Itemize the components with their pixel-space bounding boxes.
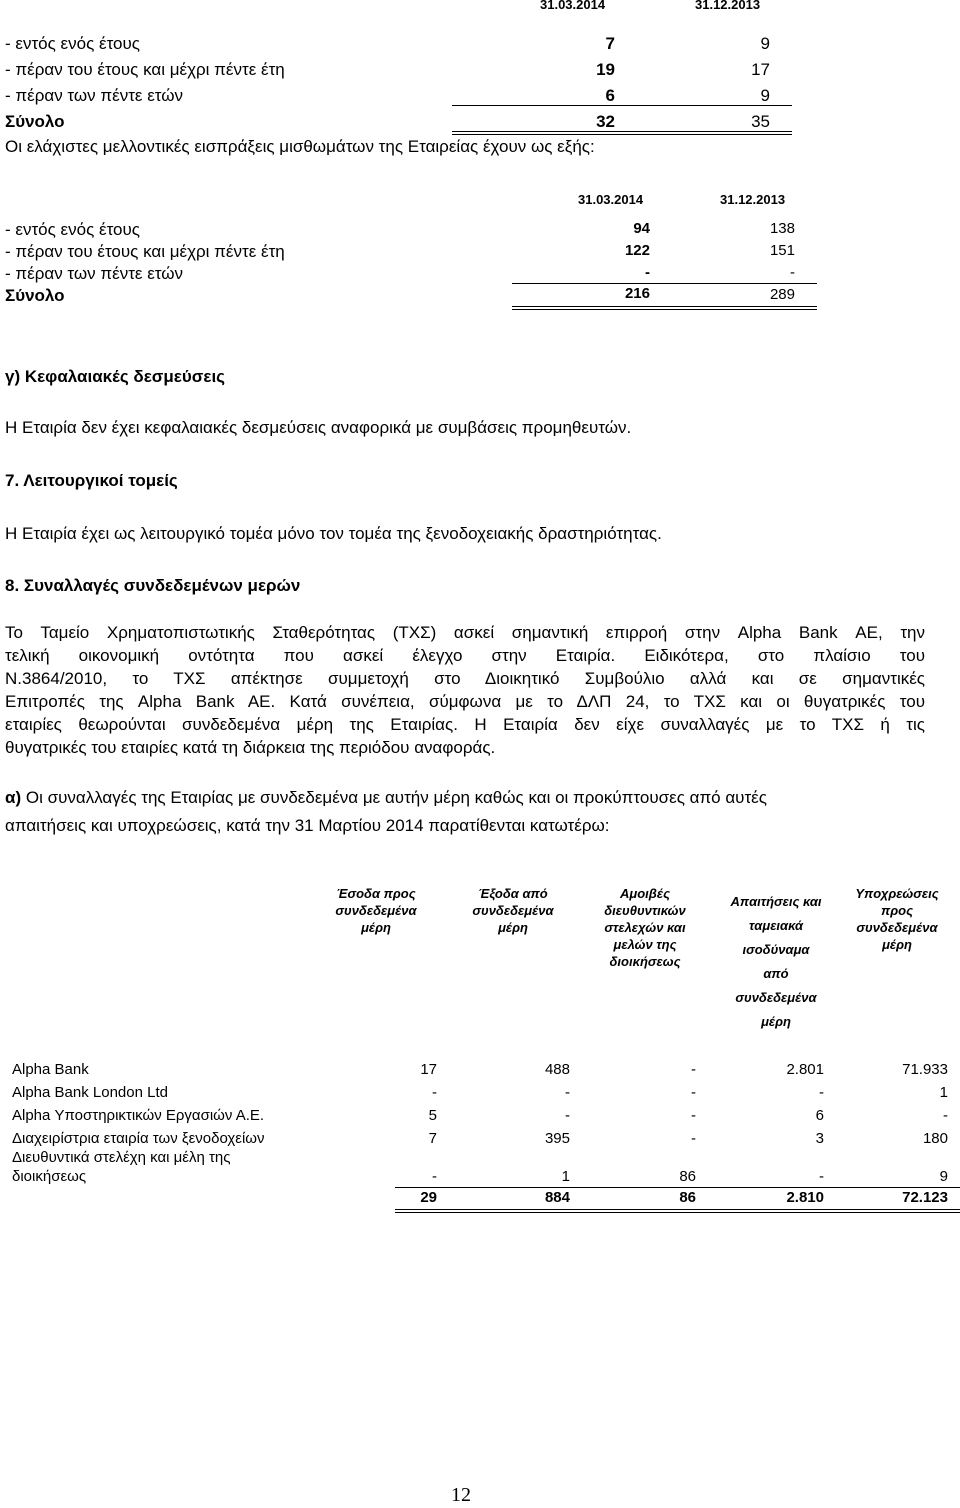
section-8-line: Επιτροπές της Alpha Bank AE. Κατά συνέπεια, σύμφωνα με το ΔΛΠ 24, το ΤΧΣ και οι θυγατρικές του bbox=[5, 692, 925, 711]
table1-row-value: 7 bbox=[605, 34, 615, 53]
section-7-text: Η Εταιρία έχει ως λειτουργικό τομέα μόνο τον τομέα της ξενοδοχειακής δραστηριότητας. bbox=[5, 524, 662, 543]
related-table-cell: - bbox=[691, 1061, 696, 1078]
page-number: 12 bbox=[451, 1484, 471, 1506]
table1-row-value: 9 bbox=[760, 86, 770, 105]
related-table-total-rule bbox=[395, 1212, 960, 1213]
related-table-total-rule bbox=[395, 1209, 960, 1210]
related-table-col-header: Έσοδα προς συνδεδεμένα μέρη bbox=[335, 886, 417, 935]
related-table-row-name: Alpha Bank London Ltd bbox=[12, 1084, 168, 1101]
related-table-cell: - bbox=[691, 1107, 696, 1124]
table1-total-value: 32 bbox=[596, 112, 615, 131]
related-table-cell: - bbox=[819, 1084, 824, 1101]
related-table-total-cell: 29 bbox=[420, 1189, 437, 1206]
table1-col2-header: 31.12.2013 bbox=[695, 0, 761, 12]
section-8-line: εταιρίες θεωρούνται συνδεδεμένα μέρη της Εταιρίας. Η Εταιρία δεν είχε συναλλαγές με το ΤΧΣ ή τις bbox=[5, 715, 925, 734]
table1-subtotal-rule bbox=[452, 105, 792, 106]
related-table-cell: 71.933 bbox=[902, 1061, 948, 1078]
related-table-cell: 7 bbox=[428, 1130, 437, 1147]
table1-row-value: 6 bbox=[605, 86, 615, 105]
section-a-line1 bbox=[5, 788, 767, 808]
table1-row-value: 19 bbox=[596, 60, 615, 79]
related-table-cell: 3 bbox=[815, 1130, 824, 1147]
related-table-cell: 6 bbox=[815, 1107, 824, 1124]
related-table-cell: 9 bbox=[939, 1168, 948, 1185]
related-table-cell: 5 bbox=[428, 1107, 437, 1124]
related-table-col-header: Αμοιβές διευθυντικών στελεχών και μελών της διοικήσεως bbox=[604, 886, 686, 969]
table2-total-label: Σύνολο bbox=[5, 286, 65, 305]
related-table-row-name: διοικήσεως bbox=[12, 1168, 87, 1185]
section-8-last-line: θυγατρικές του εταιρίες κατά τη διάρκεια της περιόδου αναφοράς. bbox=[5, 738, 496, 757]
related-table-cell: 17 bbox=[420, 1061, 437, 1078]
table2-col2-header: 31.12.2013 bbox=[720, 192, 786, 207]
related-table-cell: 1 bbox=[561, 1168, 570, 1185]
related-table-cell: 86 bbox=[679, 1168, 696, 1185]
related-table-total-cell: 86 bbox=[679, 1189, 696, 1206]
related-table-total-cell: 2.810 bbox=[786, 1189, 824, 1206]
intro-paragraph: Οι ελάχιστες μελλοντικές εισπράξεις μισθωμάτων της Εταιρείας έχουν ως εξής: bbox=[5, 137, 595, 156]
section-8-line: Το Ταμείο Χρηματοπιστωτικής Σταθερότητας (ΤΧΣ) ασκεί σημαντική επιρροή στην Alpha Bank ΑΕ, την bbox=[5, 623, 925, 642]
related-table-row-name: Διαχειρίστρια εταιρία των ξενοδοχείων bbox=[12, 1130, 265, 1147]
table1-total-rule bbox=[452, 134, 792, 135]
related-table-row-name: Διευθυντικά στελέχη και μέλη της bbox=[12, 1149, 231, 1166]
section-a-line2: απαιτήσεις και υποχρεώσεις, κατά την 31 Μαρτίου 2014 παρατίθενται κατωτέρω: bbox=[5, 816, 610, 835]
table2-row-value: - bbox=[790, 264, 795, 281]
related-table-cell: - bbox=[565, 1084, 570, 1101]
related-table-col-header: Υποχρεώσεις προς συνδεδεμένα μέρη bbox=[855, 886, 939, 952]
related-table-cell: - bbox=[432, 1084, 437, 1101]
table2-row-value: 151 bbox=[769, 242, 795, 259]
related-table-cell: - bbox=[691, 1084, 696, 1101]
related-table-col-header: Έξοδα από συνδεδεμένα μέρη bbox=[472, 886, 554, 935]
table2-row-value: - bbox=[645, 264, 650, 281]
table1-total-rule bbox=[452, 131, 792, 132]
table2-row-label: - πέραν των πέντε ετών bbox=[5, 264, 184, 283]
table2-total-value: 289 bbox=[769, 286, 795, 303]
table1-total-label: Σύνολο bbox=[5, 112, 65, 131]
section-a-text: Οι συναλλαγές της Εταιρίας με συνδεδεμένα με αυτήν μέρη καθώς και οι προκύπτουσες από αυτές bbox=[21, 788, 767, 807]
table2-total-rule bbox=[512, 306, 817, 307]
section-c-heading: γ) Κεφαλαιακές δεσμεύσεις bbox=[5, 367, 226, 386]
related-table-cell: 1 bbox=[939, 1084, 948, 1101]
table1-row-value: 9 bbox=[760, 34, 770, 53]
section-c-text: Η Εταιρία δεν έχει κεφαλαιακές δεσμεύσεις αναφορικά με συμβάσεις προμηθευτών. bbox=[5, 418, 632, 437]
table2-row-value: 94 bbox=[633, 220, 650, 237]
related-table-cell: 2.801 bbox=[786, 1061, 824, 1078]
table1-col1-header: 31.03.2014 bbox=[540, 0, 606, 12]
section-8-line: τελική οικονομική οντότητα που ασκεί έλεγχο στην Εταιρία. Ειδικότερα, στο πλαίσιο του bbox=[5, 646, 925, 665]
related-table-total-rule bbox=[395, 1187, 960, 1188]
related-table-total-cell: 72.123 bbox=[902, 1189, 948, 1206]
table2-row-label: - εντός ενός έτους bbox=[5, 220, 140, 239]
related-table-row-name: Alpha Bank bbox=[12, 1061, 89, 1078]
section-7-heading: 7. Λειτουργικοί τομείς bbox=[5, 471, 178, 490]
section-8-line: Ν.3864/2010, το ΤΧΣ απέκτησε συμμετοχή στο Διοικητικό Συμβούλιο αλλά και σε σημαντικές bbox=[5, 669, 925, 688]
related-table-col-header: Απαιτήσεις και ταμειακά ισοδύναμα από συνδεδεμένα μέρη bbox=[730, 894, 822, 1029]
related-table-total-cell: 884 bbox=[544, 1189, 570, 1206]
section-a-prefix: α) bbox=[5, 788, 22, 807]
table2-row-value: 138 bbox=[769, 220, 795, 237]
table2-total-rule bbox=[512, 309, 817, 310]
related-table-cell: 395 bbox=[544, 1130, 570, 1147]
related-table-cell: - bbox=[565, 1107, 570, 1124]
related-table-cell: - bbox=[691, 1130, 696, 1147]
related-table-cell: - bbox=[819, 1168, 824, 1185]
related-table-row-name: Alpha Υποστηρικτικών Εργασιών Α.Ε. bbox=[12, 1107, 265, 1124]
table2-subtotal-rule bbox=[512, 283, 817, 284]
table2-row-value: 122 bbox=[624, 242, 650, 259]
table1-total-value: 35 bbox=[751, 112, 770, 131]
related-table-cell: - bbox=[432, 1168, 437, 1185]
table2-col1-header: 31.03.2014 bbox=[578, 192, 644, 207]
related-table-cell: - bbox=[943, 1107, 948, 1124]
related-table-cell: 180 bbox=[922, 1130, 948, 1147]
section-8-heading: 8. Συναλλαγές συνδεδεμένων μερών bbox=[5, 576, 301, 595]
table2-row-label: - πέραν του έτους και μέχρι πέντε έτη bbox=[5, 242, 285, 261]
table1-row-value: 17 bbox=[751, 60, 770, 79]
related-table-cell: 488 bbox=[544, 1061, 570, 1078]
table2-total-value: 216 bbox=[624, 285, 650, 302]
table1-row-label: - πέραν των πέντε ετών bbox=[5, 86, 184, 105]
table1-row-label: - εντός ενός έτους bbox=[5, 34, 140, 53]
table1-row-label: - πέραν του έτους και μέχρι πέντε έτη bbox=[5, 60, 285, 79]
